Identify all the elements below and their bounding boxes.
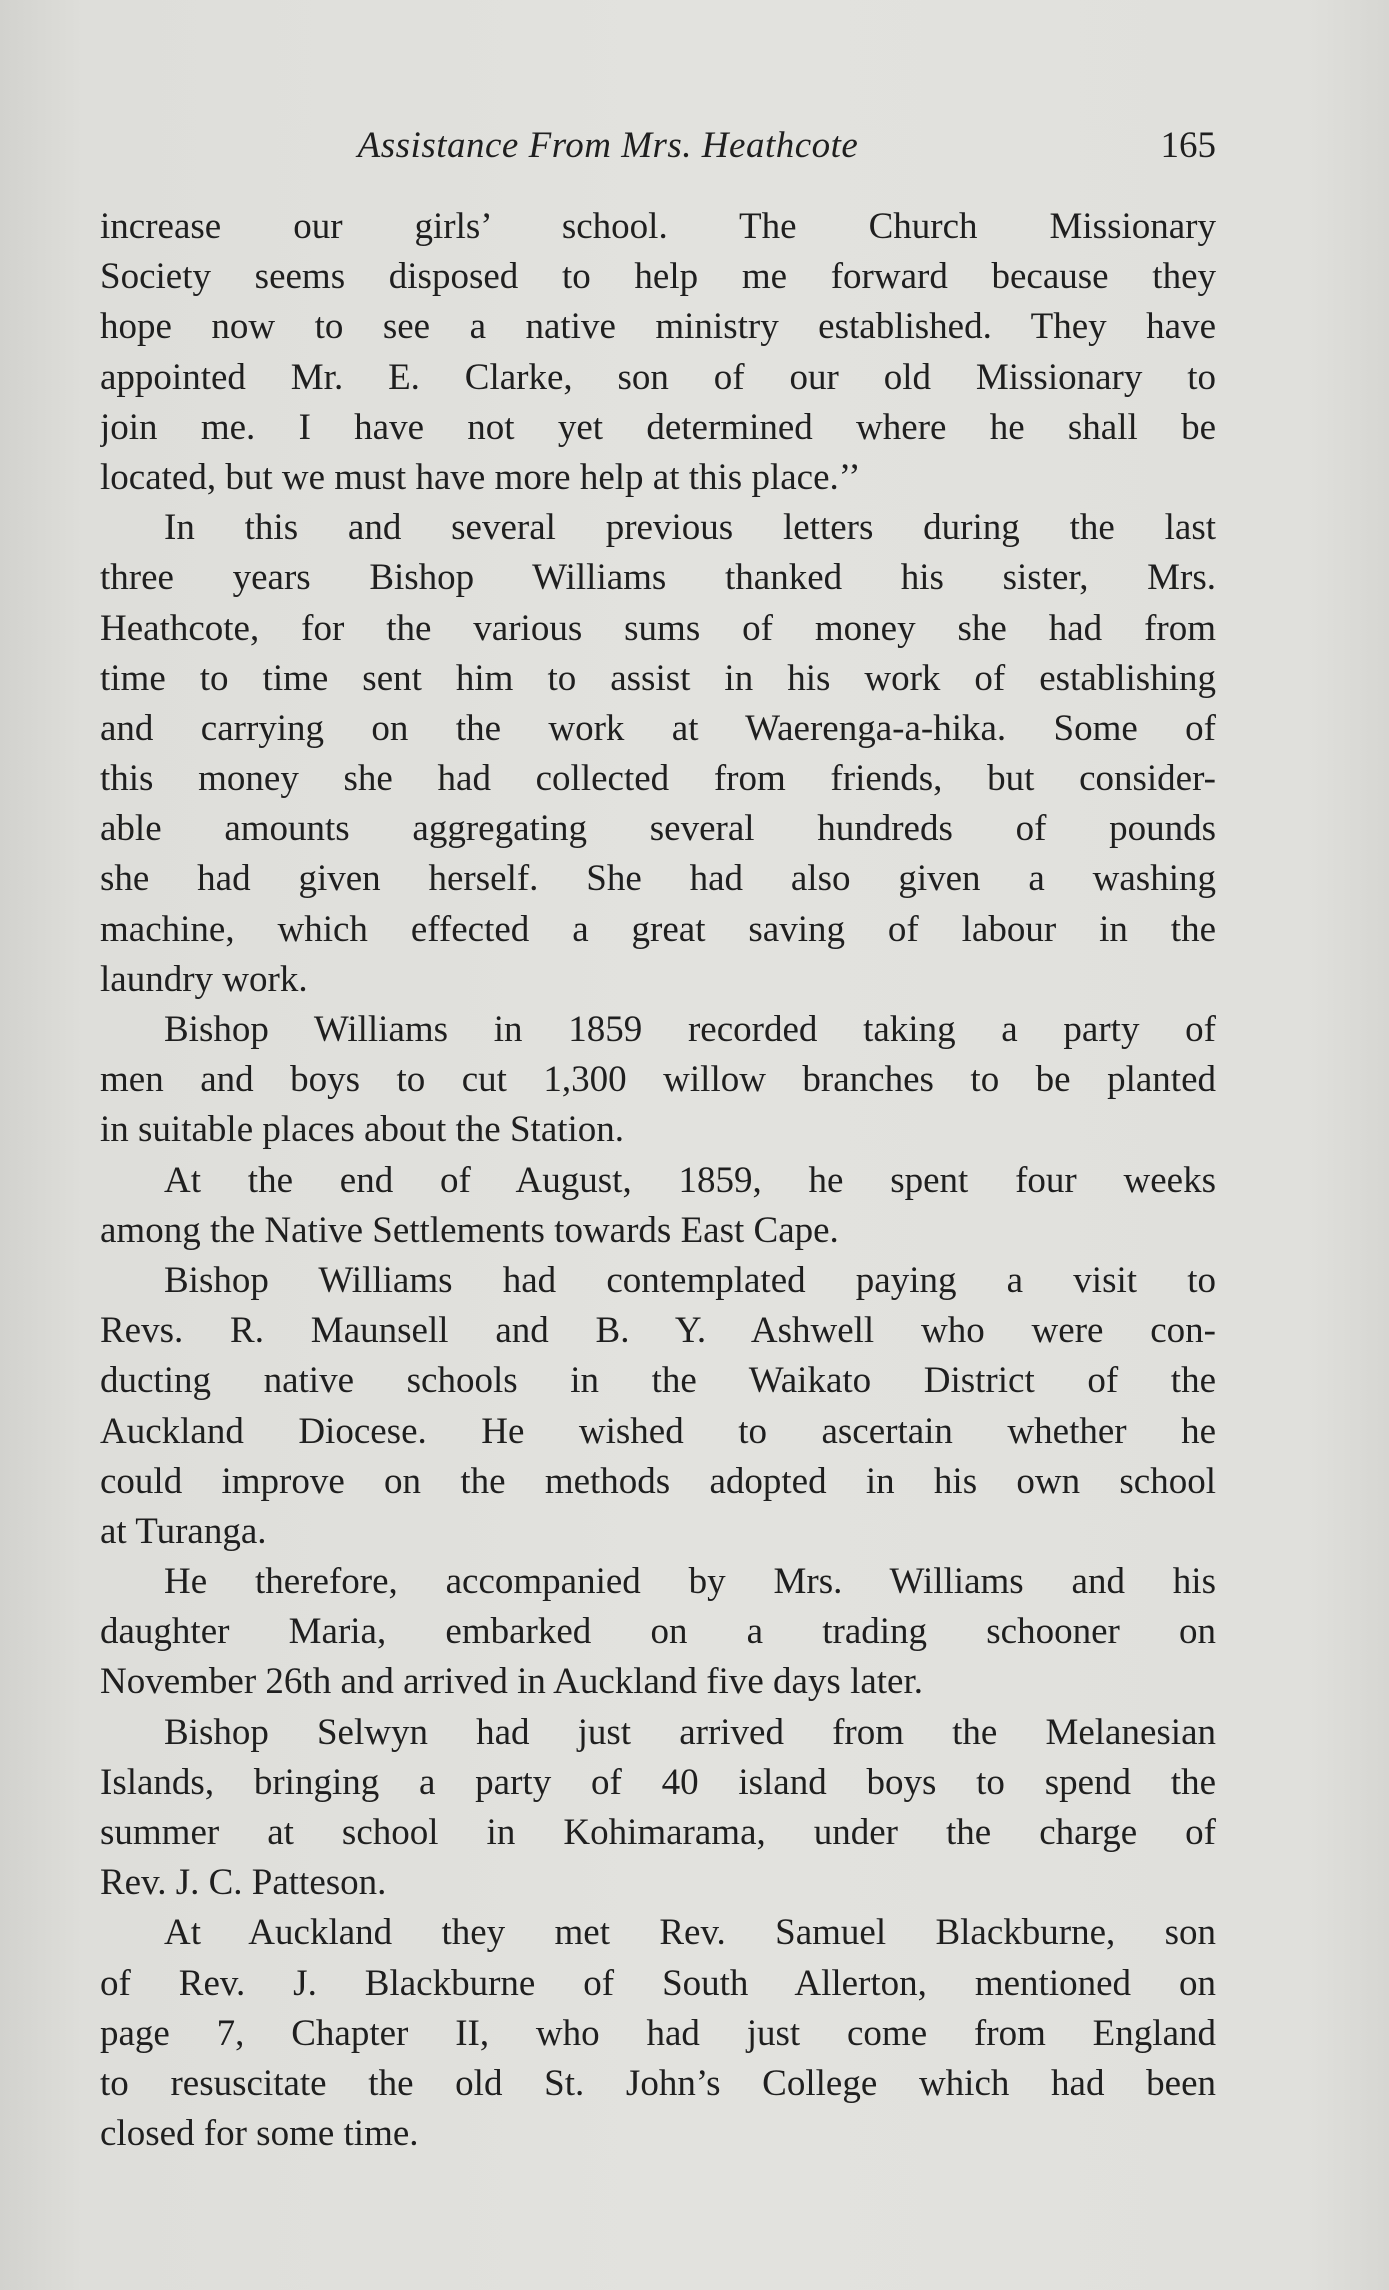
text-line: He therefore, accompanied by Mrs. Williams and his (164, 1561, 1216, 1603)
text-line: page 7, Chapter II, who had just come from England (100, 2012, 1216, 2054)
text-line: at Turanga. (100, 1510, 267, 1552)
text-line: Bishop Williams in 1859 recorded taking a party of (164, 1009, 1216, 1050)
text-line: November 26th and arrived in Auckland five days later. (100, 1661, 923, 1703)
text-line: men and boys to cut 1,300 willow branches to be planted (100, 1059, 1216, 1101)
text-line: this money she had collected from friends, but consider- (100, 758, 1216, 800)
text-line: Society seems disposed to help me forward because they (100, 256, 1216, 298)
text-line: among the Native Settlements towards East Cape. (100, 1209, 839, 1251)
text-line: Heathcote, for the various sums of money she had from (100, 607, 1216, 649)
text-line: she had given herself. She had also given a washing (100, 858, 1216, 900)
text-line: time to time sent him to assist in his work of establishing (100, 657, 1216, 699)
text-line: located, but we must have more help at this place.’’ (100, 456, 861, 498)
text-line: able amounts aggregating several hundreds of pounds (100, 808, 1216, 850)
text-line: machine, which effected a great saving of labour in the (100, 908, 1216, 950)
text-line: summer at school in Kohimarama, under the charge of (100, 1812, 1216, 1853)
text-line: Bishop Williams had contemplated paying a visit to (164, 1259, 1216, 1301)
text-line: closed for some time. (100, 2113, 419, 2155)
text-line: Islands, bringing a party of 40 island boys to spend the (100, 1761, 1216, 1803)
text-line: At the end of August, 1859, he spent four weeks (164, 1159, 1216, 1201)
text-line: Bishop Selwyn had just arrived from the Melanesian (164, 1711, 1216, 1753)
body-text (100, 202, 1216, 2159)
page-number: 165 (1160, 125, 1216, 166)
running-title: Assistance From Mrs. Heathcote (357, 125, 859, 166)
text-line: Rev. J. C. Patteson. (100, 1862, 387, 1904)
text-line: three years Bishop Williams thanked his sister, Mrs. (100, 557, 1216, 599)
text-line: in suitable places about the Station. (100, 1109, 625, 1151)
text-line: of Rev. J. Blackburne of South Allerton, mentioned on (100, 1962, 1216, 2004)
text-line: and carrying on the work at Waerenga-a-hika. Some of (100, 707, 1216, 749)
page-header (100, 118, 1216, 174)
text-line: appointed Mr. E. Clarke, son of our old Missionary to (100, 356, 1216, 398)
text-line: hope now to see a native ministry established. They have (100, 306, 1216, 348)
text-line: In this and several previous letters during the last (164, 507, 1216, 549)
text-line: daughter Maria, embarked on a trading schooner on (100, 1611, 1216, 1653)
text-line: join me. I have not yet determined where he shall be (100, 406, 1216, 448)
text-line: to resuscitate the old St. John’s College which had been (100, 2062, 1216, 2104)
text-line: At Auckland they met Rev. Samuel Blackburne, son (164, 1912, 1216, 1954)
text-line: could improve on the methods adopted in his own school (100, 1460, 1216, 1502)
text-line: increase our girls’ school. The Church Missionary (100, 206, 1216, 247)
text-line: laundry work. (100, 958, 308, 1000)
text-line: Auckland Diocese. He wished to ascertain whether he (100, 1410, 1216, 1452)
text-line: Revs. R. Maunsell and B. Y. Ashwell who were con- (100, 1310, 1216, 1352)
text-line: ducting native schools in the Waikato District of the (100, 1360, 1216, 1402)
